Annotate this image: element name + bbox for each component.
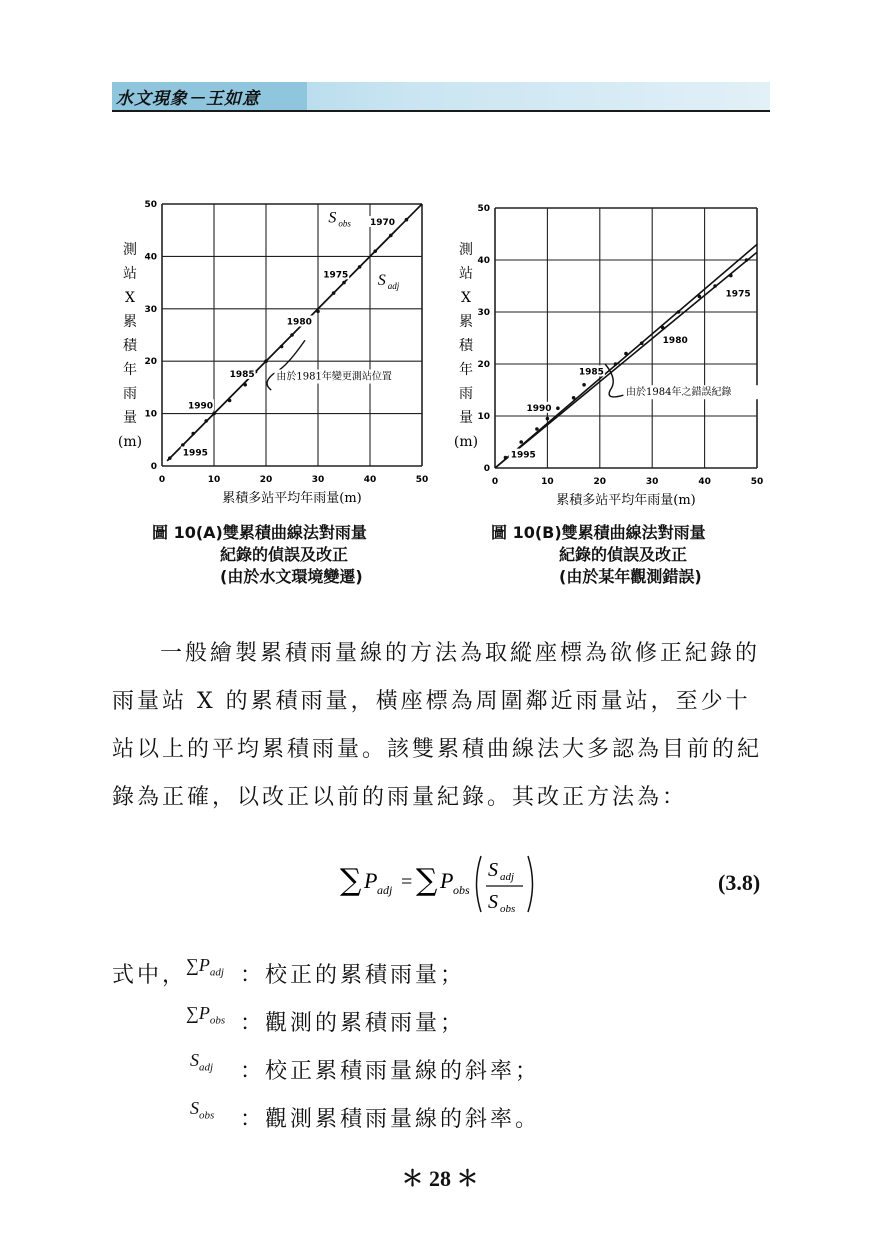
body-paragraph: [112, 630, 772, 822]
chart-b-year-label: 1985: [578, 367, 604, 378]
def-text-4: ：觀測累積雨量線的斜率。: [240, 1107, 541, 1132]
chart-b-year-label: 1980: [662, 336, 688, 347]
def-sym-3-sub: adj: [199, 1061, 214, 1074]
chart-a-y-tick-label: 40: [144, 252, 157, 263]
chart-a-y-tick-label: 10: [144, 409, 157, 420]
chart-b-y-axis-label-char: 積: [459, 338, 473, 354]
chart-a-data-point: [204, 419, 208, 423]
running-header: 水文現象－王如意: [116, 89, 260, 109]
chart-a-y-tick-label: 20: [144, 357, 157, 368]
chart-a-x-tick-label: 30: [311, 475, 325, 485]
chart-a-data-point: [212, 412, 216, 416]
chart-a-annotation: 由於1981年變更測站位置: [276, 371, 392, 383]
chart-a-data-point: [228, 399, 232, 403]
chart-a-y-tick-label: 0: [150, 462, 157, 472]
chart-b-data-point: [640, 341, 644, 345]
eq-equals: =: [401, 871, 413, 893]
chart-b-y-axis-label-char: 年: [459, 362, 473, 378]
chart-b-data-point: [729, 274, 733, 278]
def-sym-4-sub: obs: [199, 1109, 215, 1122]
def-text-2: ：觀測的累積雨量；: [240, 1011, 466, 1036]
chart-a-data-point: [316, 310, 320, 314]
chart-a-y-axis-label-char: 累: [123, 314, 137, 330]
eq-p-1: P: [364, 868, 378, 893]
chart-a-y-axis-label-char: X: [125, 290, 135, 306]
chart-a-year-label: 1985: [229, 369, 255, 380]
chart-b-y-tick-label: 20: [477, 360, 490, 370]
chart-b-y-axis-label-char: 測: [459, 242, 473, 258]
chart-b-x-tick-label: 40: [698, 477, 711, 487]
chart-b-data-point: [698, 295, 702, 299]
chart-a-year-label: 1975: [323, 270, 349, 281]
chart-a-y-tick-label: 50: [144, 200, 157, 210]
chart-a-data-point: [181, 443, 185, 447]
def-sym-3-main: S: [190, 1050, 199, 1070]
def-sym-4: [190, 1098, 214, 1122]
chart-b-year-label: 1975: [725, 289, 751, 300]
chart-a-data-point: [332, 291, 336, 295]
caption-10a-line1: 圖 10(A)雙累積曲線法對雨量: [152, 523, 367, 542]
chart-b-y-axis-label-char: (m): [453, 434, 479, 450]
def-sym-4-main: S: [190, 1098, 199, 1118]
chart-b-y-axis-label-char: 雨: [459, 386, 473, 402]
chart-b-data-point: [572, 396, 576, 400]
chart-a-data-point: [405, 218, 409, 222]
eq-den-s: S: [488, 891, 498, 913]
chart-a-x-tick-label: 40: [363, 475, 377, 485]
chart-a-year-label: 1970: [370, 217, 396, 228]
caption-10b-line2: 紀錄的偵誤及改正: [559, 545, 688, 564]
chart-a-x-tick-label: 0: [158, 475, 166, 485]
chart-a-sobs-label: S: [328, 209, 337, 227]
chart-a-sadj-label: S: [377, 272, 386, 290]
chart-b-x-tick-label: 10: [541, 477, 554, 487]
chart-a-data-point: [264, 359, 268, 363]
chart-b-data-point: [582, 383, 586, 387]
def-sym-1-main: ∑P: [186, 955, 210, 975]
def-sym-1: [186, 955, 224, 979]
chart-a-data-point: [389, 234, 393, 238]
header-rule: [112, 110, 770, 112]
chart-b-x-tick-label: 50: [750, 477, 764, 487]
chart-b-year-label: 1995: [510, 450, 536, 461]
chart-b-data-point: [504, 456, 508, 460]
chart-b-x-tick-label: 0: [491, 477, 499, 487]
eq-den-sub: obs: [500, 903, 516, 915]
chart-a-y-axis-label-char: 年: [123, 362, 137, 378]
chart-a-data-point: [280, 345, 284, 349]
chart-b-data-point: [713, 284, 717, 288]
chart-b-annotation: 由於1984年之錯誤紀錄: [626, 387, 732, 399]
chart-a-data-point: [191, 432, 195, 436]
chart-b-y-axis-label-char: X: [461, 290, 471, 306]
chart-a-x-tick-label: 50: [415, 475, 429, 485]
chart-b-data-point: [677, 310, 681, 314]
caption-10b-line1: 圖 10(B)雙累積曲線法對雨量: [491, 523, 706, 542]
chart-10b: [450, 190, 775, 520]
chart-b-series-line-1: [495, 252, 757, 468]
chart-b-data-point: [614, 362, 618, 366]
eq-sub-adj: adj: [377, 883, 393, 897]
chart-a-data-point: [342, 281, 346, 285]
caption-10a: [152, 522, 367, 588]
chart-a-y-axis-label-char: 測: [123, 242, 137, 258]
chart-a-data-point: [168, 456, 172, 460]
chart-b-x-tick-label: 30: [645, 477, 659, 487]
chart-b-y-tick-label: 50: [477, 204, 490, 214]
def-sym-1-sub: adj: [209, 966, 224, 979]
def-sym-3: [190, 1050, 213, 1074]
eq-sum-2: ∑: [416, 863, 438, 898]
chart-a-data-point: [373, 249, 377, 253]
chart-b-y-tick-label: 40: [477, 256, 490, 266]
caption-10b-line3: (由於某年觀測錯誤): [559, 567, 702, 586]
chart-b-data-point: [535, 427, 539, 431]
chart-b-y-axis-label-char: 量: [459, 410, 473, 426]
chart-b-x-tick-label: 20: [593, 477, 607, 487]
chart-a-y-axis-label-char: 站: [123, 266, 137, 282]
chart-a-x-axis-label: 累積多站平均年雨量(m): [222, 491, 362, 506]
chart-a-sobs-label-sub: obs: [338, 218, 351, 229]
chart-b-data-point: [519, 440, 523, 444]
chart-a-x-tick-label: 10: [207, 475, 221, 485]
page-number: ＊ 28 ＊: [401, 1166, 479, 1191]
chart-b-data-point: [546, 417, 550, 421]
chart-a-y-axis-label-char: 量: [123, 410, 137, 426]
chart-10a: [112, 190, 442, 520]
def-text-1: ：校正的累積雨量；: [240, 963, 466, 988]
def-sym-2: [186, 1003, 225, 1027]
chart-a-y-tick-label: 30: [144, 304, 157, 315]
definitions-intro: 式中，: [112, 963, 188, 988]
eq-p-2: P: [440, 868, 454, 893]
chart-b-y-tick-label: 0: [483, 464, 490, 474]
chart-a-year-label: 1990: [188, 401, 214, 412]
chart-a-data-point: [290, 333, 294, 337]
chart-a-year-label: 1980: [286, 317, 312, 328]
eq-sub-obs: obs: [453, 883, 470, 897]
caption-10b: [491, 522, 706, 588]
chart-a-year-label: 1995: [182, 448, 208, 459]
chart-b-year-label: 1990: [526, 403, 552, 414]
chart-b-y-tick-label: 10: [477, 412, 490, 422]
eq-num-s: S: [488, 859, 498, 881]
chart-a-y-axis-label-char: 雨: [123, 386, 137, 402]
chart-b-data-point: [556, 406, 560, 410]
chart-b-data-point: [745, 258, 749, 262]
chart-b-data-point: [624, 352, 628, 356]
chart-b-y-axis-label-char: 累: [459, 314, 473, 330]
body-paragraph-text: 一般繪製累積雨量線的方法為取縱座標為欲修正紀錄的雨量站 X 的累積雨量，橫座標為周圍鄰近雨量站，至少十站以上的平均累積雨量。該雙累積曲線法大多認為目前的紀錄為正確，以改正以前的雨量紀錄。其改正方法為：: [112, 641, 763, 810]
chart-a-data-point: [358, 265, 362, 269]
chart-b-y-tick-label: 30: [477, 308, 490, 318]
equation-number: (3.8): [718, 870, 761, 895]
chart-a-y-axis-label-char: 積: [123, 338, 137, 354]
chart-a-sadj-label-sub: adj: [387, 281, 400, 292]
chart-b-series-line-0: [495, 244, 757, 468]
eq-sum-1: ∑: [340, 863, 362, 898]
eq-left-paren: [477, 856, 482, 912]
eq-num-sub: adj: [500, 871, 515, 883]
eq-right-paren: [528, 856, 533, 912]
def-sym-2-sub: obs: [209, 1014, 226, 1027]
equation-3-8: [338, 848, 548, 918]
caption-10a-line3: (由於水文環境變遷): [220, 567, 363, 586]
chart-a-data-point: [243, 383, 247, 387]
caption-10a-line2: 紀錄的偵誤及改正: [220, 545, 349, 564]
chart-b-data-point: [661, 326, 665, 330]
chart-a-y-axis-label-char: (m): [117, 434, 143, 450]
chart-a-x-tick-label: 20: [259, 475, 273, 485]
def-text-3: ：校正累積雨量線的斜率；: [240, 1059, 541, 1084]
chart-b-y-axis-label-char: 站: [459, 266, 473, 282]
def-sym-2-main: ∑P: [186, 1003, 210, 1023]
chart-b-x-axis-label: 累積多站平均年雨量(m): [556, 493, 696, 508]
